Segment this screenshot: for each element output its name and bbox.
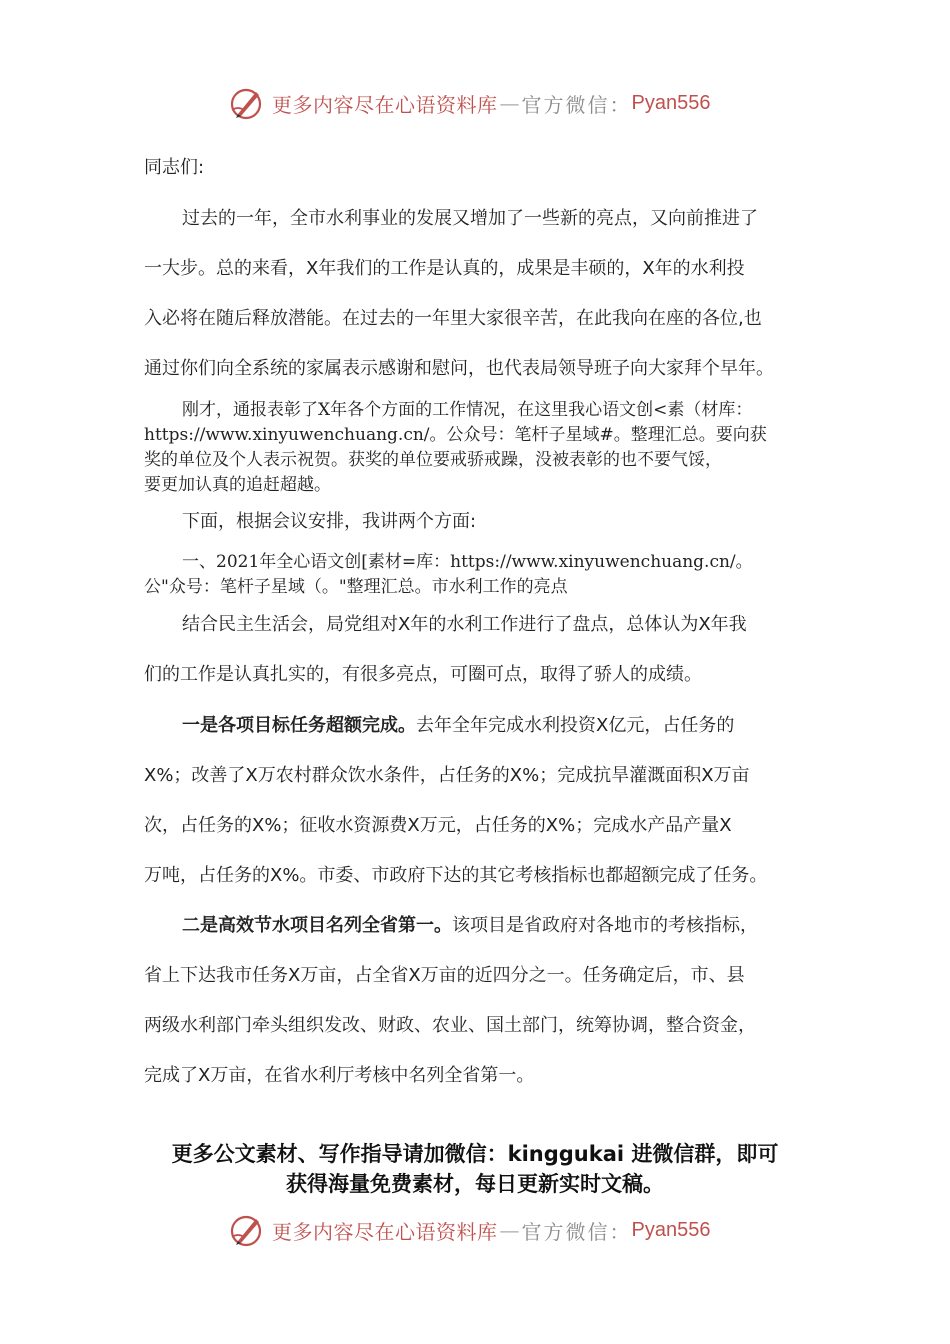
point2-line4: 完成了X万亩，在省水利厅考核中名列全省第一。 [144, 1065, 535, 1086]
banner-dash: — [499, 91, 520, 115]
pen-logo-icon [228, 1211, 266, 1249]
banner-text: 更多内容尽在心语资料库 [272, 1219, 498, 1244]
para1-line4: 通过你们向全系统的家属表示感谢和慰问，也代表局领导班子向大家拜个早年。 [144, 358, 774, 379]
point1-line2: X%；改善了X万农村群众饮水条件，占任务的X%；完成抗旱灌溉面积X万亩 [144, 765, 750, 786]
para1-line3: 入必将在随后释放潜能。在过去的一年里大家很辛苦，在此我向在座的各位,也 [144, 308, 762, 329]
point1-line4: 万吨，占任务的X%。市委、市政府下达的其它考核指标也都超额完成了任务。 [144, 865, 768, 886]
para2-line4: 要更加认真的追赶超越。 [144, 475, 331, 495]
heading1-line2: 公"众号：笔杆子星域（。"整理汇总。市水利工作的亮点 [144, 577, 568, 597]
banner-label: 官方微信： [521, 1219, 632, 1244]
footer-banner [0, 1208, 950, 1252]
banner-text: 更多内容尽在心语资料库 [272, 92, 498, 117]
point2-heading: 二是高效节水项目名列全省第一。 [182, 915, 452, 936]
point2-line3: 两级水利部门牵头组织发改、财政、农业、国土部门，统筹协调，整合资金， [144, 1015, 756, 1036]
para2-line1: 刚才，通报表彰了X年各个方面的工作情况，在这里我心语文创<素（材库： [182, 400, 753, 420]
point2-line2: 省上下达我市任务X万亩，占全省X万亩的近四分之一。任务确定后，市、县 [144, 965, 745, 986]
point2-line1 [182, 911, 758, 937]
para4-line2: 们的工作是认真扎实的，有很多亮点，可圈可点，取得了骄人的成绩。 [144, 664, 702, 685]
point2-text: 该项目是省政府对各地市的考核指标， [452, 915, 758, 936]
banner-wechat-id: Pyan556 [631, 1218, 711, 1241]
point1-line1 [182, 711, 734, 737]
para4-line1: 结合民主生活会，局党组对X年的水利工作进行了盘点，总体认为X年我 [182, 614, 747, 635]
para1-line2: 一大步。总的来看，X年我们的工作是认真的，成果是丰硕的，X年的水利投 [144, 258, 745, 279]
para1-line1: 过去的一年，全市水利事业的发展又增加了一些新的亮点，又向前推进了 [182, 208, 758, 229]
footer-line1: 更多公文素材、写作指导请加微信：kinggukai 进微信群，即可 [171, 1142, 779, 1166]
greeting: 同志们: [144, 157, 205, 178]
footer-line2: 获得海量免费素材，每日更新实时文稿。 [286, 1172, 664, 1196]
banner-dash: — [499, 1218, 520, 1242]
para2-line3: 奖的单位及个人表示祝贺。获奖的单位要戒骄戒躁，没被表彰的也不要气馁， [144, 450, 722, 470]
para3: 下面，根据会议安排，我讲两个方面: [182, 511, 477, 532]
banner-wechat-id: Pyan556 [631, 91, 711, 114]
point1-line3: 次，占任务的X%；征收水资源费X万元，占任务的X%；完成水产品产量X [144, 815, 732, 836]
pen-logo-icon [228, 84, 266, 122]
header-banner [0, 81, 950, 125]
para2-line2: https://www.xinyuwenchuang.cn/。公众号：笔杆子星域#。整理汇总。要向获 [144, 425, 767, 445]
point1-heading: 一是各项目标任务超额完成。 [182, 715, 416, 736]
banner-label: 官方微信： [521, 92, 632, 117]
point1-text: 去年全年完成水利投资X亿元，占任务的 [416, 715, 735, 736]
heading1-line1: 一、2021年全心语文创[素材=库：https://www.xinyuwenchuang.cn/。 [182, 552, 753, 572]
